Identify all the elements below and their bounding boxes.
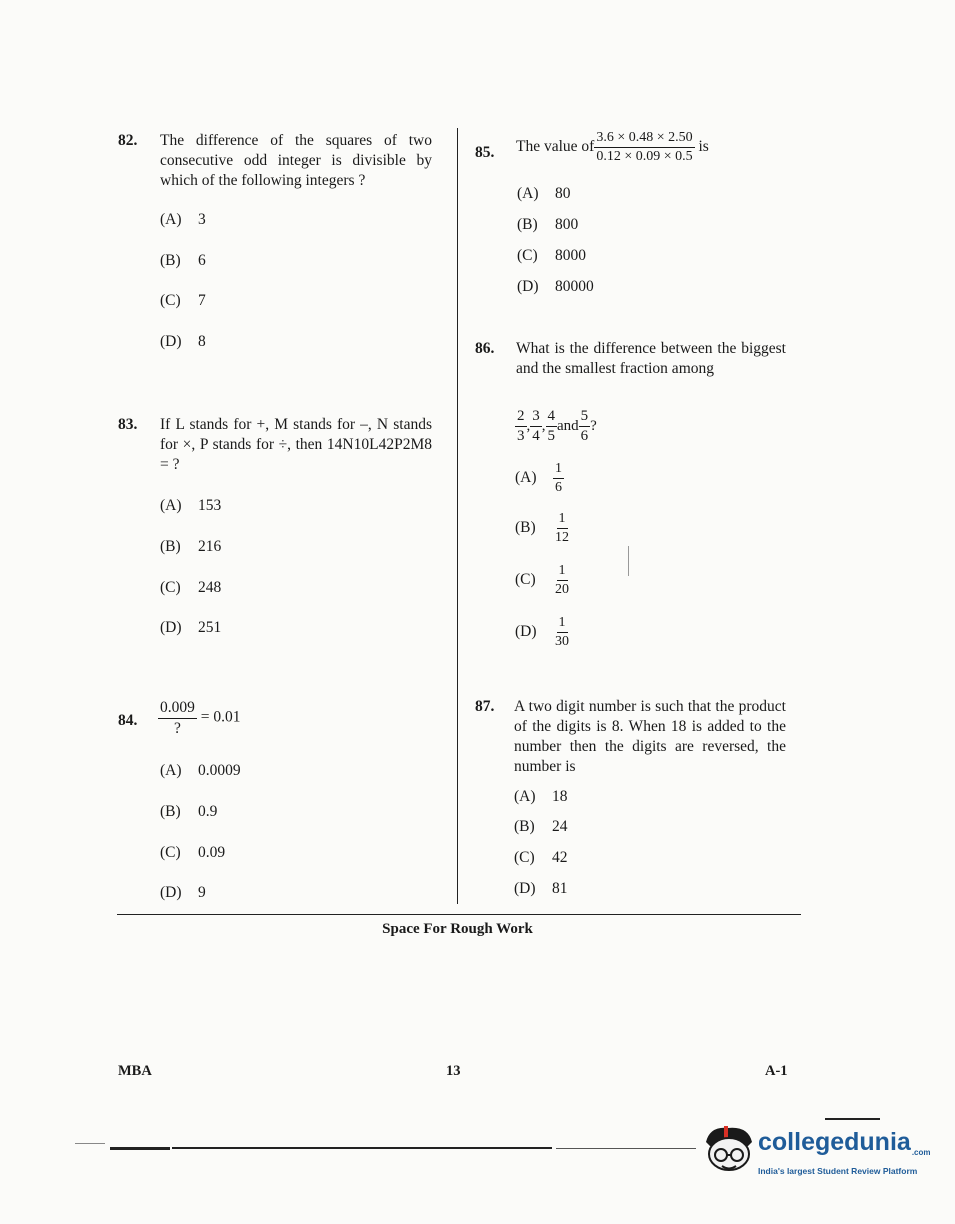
q86-option-d: (D) $\frac{1}{30}$ [515,615,569,649]
q85-numerator: 3.6 × 0.48 × 2.50 [594,131,694,148]
q85-number: 85. [475,144,495,161]
scan-line-3 [556,1148,696,1149]
q87-number: 87. [475,698,495,715]
q85-fraction [594,131,694,164]
q85-option-b: (B) 800 [517,216,579,233]
q86-sep-1: , [526,417,531,434]
q87-option-a: (A) 18 [514,788,568,805]
q86-sep-2: , [541,417,546,434]
footer-page-number: 13 [446,1063,461,1079]
q84-option-b: (B) 0.9 [160,803,218,820]
q84-numerator: 0.009 [158,700,197,719]
q85-option-d: (D) 80000 [517,278,594,295]
collegedunia-tagline: India's largest Student Review Platform [758,1166,918,1176]
q82-option-b: (B) 6 [160,252,206,269]
q84-equation [158,700,241,736]
q82-option-d: (D) 8 [160,333,206,350]
q83-option-d: (D) 251 [160,619,222,636]
q87-option-d: (D) 81 [514,880,568,897]
q84-option-d: (D) 9 [160,884,206,901]
column-divider [457,128,458,904]
q86-fraction-2: $\frac{3}{4}$ [532,408,540,444]
q87-option-b: (B) 24 [514,818,568,835]
q84-equals: = 0.01 [200,708,241,726]
q85-option-c: (C) 8000 [517,247,586,264]
q84-option-a: (A) 0.0009 [160,762,241,779]
q83-text: If L stands for +, M stands for –, N stands for ×, P stands for ÷, then 14N10L42P2M8 = ? [160,416,432,473]
q86-option-c: (C) $\frac{1}{20}$ [515,563,569,597]
q86-option-b: (B) $\frac{1}{12}$ [515,511,569,545]
q82-option-a: (A) 3 [160,211,206,228]
q85-suffix: is [698,138,709,156]
footer-left: MBA [118,1063,152,1079]
q85-denominator: 0.12 × 0.09 × 0.5 [596,149,693,164]
scan-line-2 [172,1147,552,1149]
scan-line-4 [75,1143,105,1144]
collegedunia-brand: collegedunia.com [758,1128,931,1157]
q82-text: The difference of the squares of two consecutive odd integer is divisible by which of the following integers ? [160,132,432,189]
q87-option-c: (C) 42 [514,849,568,866]
q84-fraction [158,700,197,736]
q84-denominator: ? [173,719,181,737]
rough-work-label: Space For Rough Work [382,921,533,937]
q86-number: 86. [475,340,495,357]
q86-fraction-3: $\frac{4}{5}$ [547,408,555,444]
q82-option-c: (C) 7 [160,292,206,309]
q83-option-b: (B) 216 [160,538,222,555]
q83-number: 83. [118,416,138,433]
rough-work-rule [117,914,801,915]
footer-right: A-1 [765,1063,788,1079]
q86-fraction-list [515,409,597,444]
q86-and-word: and [557,417,579,434]
collegedunia-mascot-icon [698,1122,760,1180]
scan-mark [628,546,629,576]
q85-prefix: The value of [516,138,595,156]
q85-option-a: (A) 80 [517,185,571,202]
q83-option-c: (C) 248 [160,579,222,596]
q86-fraction-1: $\frac{2}{3}$ [517,408,525,444]
scan-line-1 [110,1147,170,1150]
q84-option-c: (C) 0.09 [160,844,226,861]
q83-option-a: (A) 153 [160,497,222,514]
q82-number: 82. [118,132,138,149]
q86-question-mark: ? [590,417,597,434]
q87-text: A two digit number is such that the product of the digits is 8. When 18 is added to the number then the digits are reversed, the number is [514,698,786,775]
q86-fraction-4: $\frac{5}{6}$ [580,408,589,444]
scan-line-5 [825,1118,880,1120]
q84-number: 84. [118,712,138,729]
q85-expression [516,131,709,164]
q86-option-a: (A) $\frac{1}{6}$ [515,461,562,495]
q86-text: What is the difference between the biggest and the smallest fraction among [516,340,786,377]
